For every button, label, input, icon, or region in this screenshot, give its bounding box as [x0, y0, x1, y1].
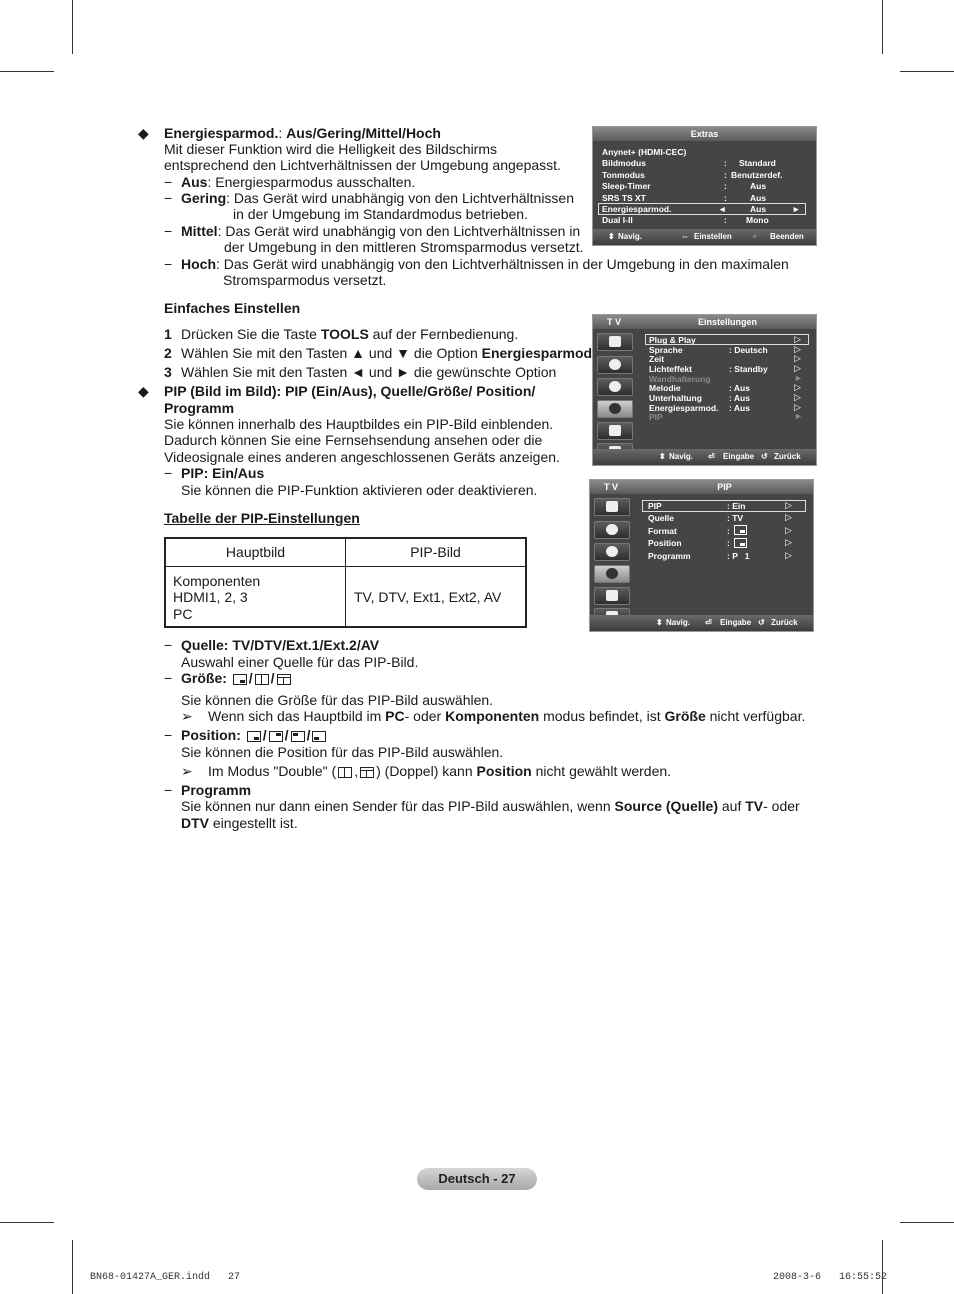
step-bold: TOOLS: [320, 326, 369, 342]
bullet: ◆: [138, 383, 149, 399]
groesse-note: [208, 708, 805, 724]
osd-left-arrow-icon: ◄: [718, 204, 727, 214]
note-text: - oder: [404, 708, 446, 724]
desc-text: Sie können nur dann einen Sender für das PIP-Bild auswählen, wenn: [181, 798, 615, 814]
note-arrow: ➢: [181, 763, 193, 779]
note-bold: Position: [476, 763, 532, 779]
item-text: : Das Gerät wird unabhängig von den Lichtverhältnissen: [226, 190, 574, 206]
osd-row-arrow: ▷: [785, 500, 792, 510]
format-size-icon: [734, 525, 747, 535]
osd-row-label: Quelle: [648, 513, 674, 523]
osd-row-label: Dual I-II: [602, 215, 633, 225]
osd-row-label: Zeit: [649, 354, 665, 364]
groesse-title: Größe:: [181, 670, 227, 686]
energie-desc: Mit dieser Funktion wird die Helligkeit des Bildschirms: [164, 141, 498, 157]
channel-menu-icon: [594, 543, 630, 561]
updown-icon: ⬍: [656, 618, 663, 627]
note-bold: PC: [385, 708, 405, 724]
osd-row-label: Lichteffekt: [649, 364, 692, 374]
osd-row-value: :: [727, 538, 730, 548]
osd-row-value: : TV: [727, 513, 744, 523]
osd-title: Extras: [690, 129, 719, 139]
osd-row-value: Aus: [750, 193, 767, 203]
osd-row-arrow: ▷: [785, 550, 792, 560]
item-key: Hoch: [181, 256, 216, 272]
slash: /: [270, 670, 275, 686]
osd-help-bar: [590, 615, 813, 631]
osd-side-menu: [590, 494, 636, 615]
crop-mark: [72, 0, 73, 54]
energie-title-sep: :: [278, 125, 287, 141]
step-post: auf der Fernbedienung.: [368, 326, 519, 342]
setup-menu-icon: [597, 400, 633, 418]
osd-tv-label: T V: [604, 482, 619, 492]
osd-help-nav: Navig.: [618, 232, 643, 241]
crop-mark: [72, 1240, 73, 1294]
osd-title: PIP: [717, 482, 732, 492]
osd-help-back: Zurück: [774, 452, 801, 461]
return-icon: ↺: [758, 618, 765, 627]
position-note: [208, 763, 671, 779]
groesse-desc: Sie können die Größe für das PIP-Bild auswählen.: [181, 692, 494, 708]
osd-row-arrow: ▷: [794, 392, 801, 402]
size-double-icon: [255, 674, 269, 685]
item-cont: der Umgebung in den mittleren Stromsparmodus versetzt.: [224, 239, 584, 255]
updown-icon: ⬍: [608, 232, 615, 241]
footer-file-info: BN68-01427A_GER.indd 27: [90, 1272, 241, 1283]
osd-row-arrow: ▷: [794, 382, 801, 392]
table-header-pip-bild: PIP-Bild: [410, 544, 461, 560]
pip-einaus-title: PIP: Ein/Aus: [181, 465, 265, 481]
pip-desc: Videosignale eines anderen angeschlossenen Geräts anzeigen.: [164, 449, 560, 465]
osd-row-label: Tonmodus: [602, 170, 645, 180]
dash: −: [164, 465, 173, 481]
osd-help-nav: Navig.: [669, 452, 694, 461]
energie-item-hoch: [181, 256, 789, 272]
step-pre: Wählen Sie mit den Tasten ◄ und ► die gewünschte Option: [181, 364, 557, 380]
osd-row-label: Bildmodus: [602, 158, 646, 168]
step-pre: Drücken Sie die Taste: [181, 326, 321, 342]
osd-tv-label: T V: [607, 317, 622, 327]
osd-einstellungen-screen: [592, 314, 817, 466]
note-text: ,: [354, 763, 359, 779]
position-top-right-icon: [269, 731, 283, 742]
einfach-title: Einfaches Einstellen: [164, 300, 301, 316]
setup-menu-icon: [594, 565, 630, 583]
desc-text: - oder: [763, 798, 800, 814]
osd-pip-screen: [589, 479, 814, 632]
sound-menu-icon: [594, 521, 630, 539]
osd-row-value: : Aus: [729, 403, 750, 413]
item-key: Gering: [181, 190, 227, 206]
bullet: ◆: [138, 125, 149, 141]
size-double-large-icon: [360, 767, 374, 778]
osd-title-bar: [593, 127, 816, 141]
page-number-label: Deutsch - 27: [417, 1168, 537, 1190]
osd-row-arrow: ▷: [794, 344, 801, 354]
osd-row-label: Position: [648, 538, 682, 548]
osd-row-label: Wandhalterung: [649, 374, 711, 384]
osd-row-label: Plug & Play: [649, 335, 696, 345]
pip-einaus-desc: Sie können die PIP-Funktion aktivieren oder deaktivieren.: [181, 482, 538, 498]
osd-row-arrow: ▷: [794, 334, 801, 344]
position-bottom-right-icon: [247, 731, 261, 742]
osd-row-arrow: ▷: [785, 512, 792, 522]
osd-extras-screen: [592, 126, 817, 246]
osd-help-enter: Eingabe: [723, 452, 755, 461]
size-double-large-icon: [277, 674, 291, 685]
enter-icon: ⏎: [705, 618, 712, 627]
position-top-left-icon: [291, 731, 305, 742]
osd-help-nav: Navig.: [666, 618, 691, 627]
note-bold: Größe: [664, 708, 706, 724]
osd-row-arrow: ▷: [785, 537, 792, 547]
position-corner-icon: [734, 538, 747, 548]
osd-row-label: Format: [648, 526, 677, 536]
osd-row-label: Melodie: [649, 383, 681, 393]
note-arrow: ➢: [181, 708, 193, 724]
osd-row-value: :: [727, 526, 730, 536]
item-text: : Das Gerät wird unabhängig von den Lichtverhältnissen in der Umgebung in den maximalen: [216, 256, 789, 272]
energie-title: [164, 125, 441, 141]
item-text: : Energiesparmodus ausschalten.: [207, 174, 416, 190]
desc-bold: TV: [745, 798, 764, 814]
size-double-icon: [338, 767, 352, 778]
osd-row-value: Benutzerdef.: [731, 170, 783, 180]
note-text: ) (Doppel) kann: [376, 763, 477, 779]
desc-bold: DTV: [181, 815, 209, 831]
osd-title-bar: [590, 480, 813, 494]
table-cell: HDMI1, 2, 3: [173, 589, 248, 605]
quelle-desc: Auswahl einer Quelle für das PIP-Bild.: [181, 654, 419, 670]
dash: −: [164, 782, 173, 798]
osd-row-arrow: ▷: [794, 353, 801, 363]
dash: −: [164, 637, 173, 653]
note-text: Im Modus "Double" (: [208, 763, 337, 779]
dash: −: [164, 727, 173, 743]
osd-row-arrow: ▷: [785, 525, 792, 535]
osd-row-value: Aus: [750, 181, 767, 191]
updown-icon: ⬍: [659, 452, 666, 461]
slash: /: [262, 727, 267, 743]
osd-row-label: Sleep-Timer: [602, 181, 651, 191]
table-divider: [166, 566, 525, 567]
osd-row-value: : Ein: [727, 501, 746, 511]
pip-title: Programm: [164, 400, 235, 416]
size-small-icon: [233, 674, 247, 685]
step-text: [181, 326, 518, 342]
osd-side-menu: [593, 329, 639, 449]
enter-icon: ⏎: [708, 452, 715, 461]
osd-title: Einstellungen: [697, 317, 757, 327]
note-text: modus befindet, ist: [539, 708, 665, 724]
picture-menu-icon: [597, 333, 633, 351]
pip-desc: Dadurch können Sie eine Fernsehsendung ansehen oder die: [164, 432, 543, 448]
leftright-icon: ⇔: [681, 232, 689, 241]
osd-row-value: Aus: [750, 204, 767, 214]
osd-right-arrow-icon: ►: [792, 204, 801, 214]
programm-title: Programm: [181, 782, 252, 798]
programm-desc: [181, 815, 298, 831]
osd-row-arrow: ▷: [794, 402, 801, 412]
input-menu-icon: [597, 422, 633, 440]
slash: /: [284, 727, 289, 743]
step-text: [181, 345, 596, 361]
osd-row-label: Energiesparmod.: [649, 403, 719, 413]
osd-help-enter: Eingabe: [720, 618, 752, 627]
crop-mark: [882, 1240, 883, 1294]
table-caption: Tabelle der PIP-Einstellungen: [164, 510, 360, 526]
dash: −: [164, 670, 173, 686]
dash: −: [164, 174, 173, 190]
desc-text: auf: [717, 798, 746, 814]
step-number: 3: [164, 364, 172, 380]
note-text: nicht verfügbar.: [705, 708, 806, 724]
osd-row-colon: :: [724, 215, 727, 225]
osd-help-bar: [593, 229, 816, 245]
osd-row-value: : Aus: [729, 383, 750, 393]
return-icon: ↺: [761, 452, 768, 461]
position-bottom-left-icon: [312, 731, 326, 742]
osd-help-back: Zurück: [771, 618, 798, 627]
position-title: Position:: [181, 727, 241, 743]
energie-title-b: Aus/Gering/Mittel/Hoch: [286, 125, 441, 141]
osd-row-arrow: ▷: [794, 363, 801, 373]
pip-title: PIP (Bild im Bild): PIP (Ein/Aus), Quelle/Größe/ Position/: [164, 383, 536, 399]
slash: /: [306, 727, 311, 743]
item-key: Aus: [181, 174, 208, 190]
osd-selected-row: [642, 500, 806, 512]
osd-row-colon: :: [724, 181, 727, 191]
crop-mark: [0, 1222, 54, 1223]
pip-desc: Sie können innerhalb des Hauptbildes ein PIP-Bild einblenden.: [164, 416, 554, 432]
step-number: 1: [164, 326, 172, 342]
table-cell: PC: [173, 606, 193, 622]
osd-row-arrow: ►: [794, 411, 803, 421]
osd-row-label: Energiesparmod.: [602, 204, 672, 214]
desc-text: eingestellt ist.: [209, 815, 298, 831]
osd-row-label: Programm: [648, 551, 691, 561]
energie-item-aus: [181, 174, 415, 190]
osd-row-value: Standard: [739, 158, 776, 168]
picture-menu-icon: [594, 498, 630, 516]
item-cont: Stromsparmodus versetzt.: [223, 272, 387, 288]
note-text: nicht gewählt werden.: [531, 763, 672, 779]
slash: /: [248, 670, 253, 686]
osd-row: Anynet+ (HDMI-CEC): [602, 147, 687, 157]
energie-item-gering: [181, 190, 574, 206]
osd-title-bar: [593, 315, 816, 329]
table-header-hauptbild: Hauptbild: [225, 544, 286, 560]
crop-mark: [900, 1222, 954, 1223]
position-desc: Sie können die Position für das PIP-Bild auswählen.: [181, 744, 504, 760]
sound-menu-icon: [597, 356, 633, 374]
osd-row-value: : Standby: [729, 364, 768, 374]
dash: −: [164, 190, 173, 206]
quelle-title: Quelle: TV/DTV/Ext.1/Ext.2/AV: [181, 637, 380, 653]
osd-row-colon: :: [724, 170, 727, 180]
osd-row-label: SRS TS XT: [602, 193, 646, 203]
step-bold: Energiesparmod: [481, 345, 593, 361]
osd-row-colon: :: [724, 193, 727, 203]
osd-help-end: Beenden: [770, 232, 804, 241]
exit-icon: ▫: [753, 232, 756, 241]
dash: −: [164, 256, 173, 272]
groesse-line: [181, 670, 293, 686]
energie-desc: entsprechend den Lichtverhältnissen der Umgebung angepasst.: [164, 157, 561, 173]
item-text: : Das Gerät wird unabhängig von den Lichtverhältnissen in: [217, 223, 581, 239]
channel-menu-icon: [597, 378, 633, 396]
osd-row-label: PIP: [648, 501, 662, 511]
osd-row-arrow: ►: [794, 373, 803, 383]
osd-row-value: : Aus: [729, 393, 750, 403]
table-cell: TV, DTV, Ext1, Ext2, AV: [354, 589, 502, 605]
note-bold: Komponenten: [445, 708, 540, 724]
item-cont: in der Umgebung im Standardmodus betrieben.: [233, 206, 528, 222]
dash: −: [164, 223, 173, 239]
crop-mark: [900, 71, 954, 72]
energie-title-a: Energiesparmod.: [164, 125, 279, 141]
osd-help-set: Einstellen: [694, 232, 732, 241]
step-number: 2: [164, 345, 172, 361]
programm-desc: [181, 798, 800, 814]
energie-item-mittel: [181, 223, 580, 239]
input-menu-icon: [594, 587, 630, 605]
osd-row-label: Unterhaltung: [649, 393, 702, 403]
osd-row-value: Mono: [746, 215, 769, 225]
note-text: Wenn sich das Hauptbild im: [208, 708, 386, 724]
item-key: Mittel: [181, 223, 218, 239]
table-cell: Komponenten: [173, 573, 261, 589]
osd-row-label: Sprache: [649, 345, 683, 355]
osd-row-value: : Deutsch: [729, 345, 768, 355]
footer-timestamp: 2008-3-6 16:55:52: [773, 1272, 888, 1283]
osd-help-bar: [593, 449, 816, 465]
osd-row-colon: :: [724, 158, 727, 168]
position-line: [181, 727, 328, 743]
osd-row-value: : P 1: [727, 551, 750, 561]
step-pre: Wählen Sie mit den Tasten ▲ und ▼ die Option: [181, 345, 482, 361]
pip-settings-table: [164, 537, 527, 628]
desc-bold: Source (Quelle): [614, 798, 718, 814]
step-text: [181, 364, 556, 380]
crop-mark: [882, 0, 883, 54]
crop-mark: [0, 71, 54, 72]
osd-row-label: PIP: [649, 412, 663, 422]
